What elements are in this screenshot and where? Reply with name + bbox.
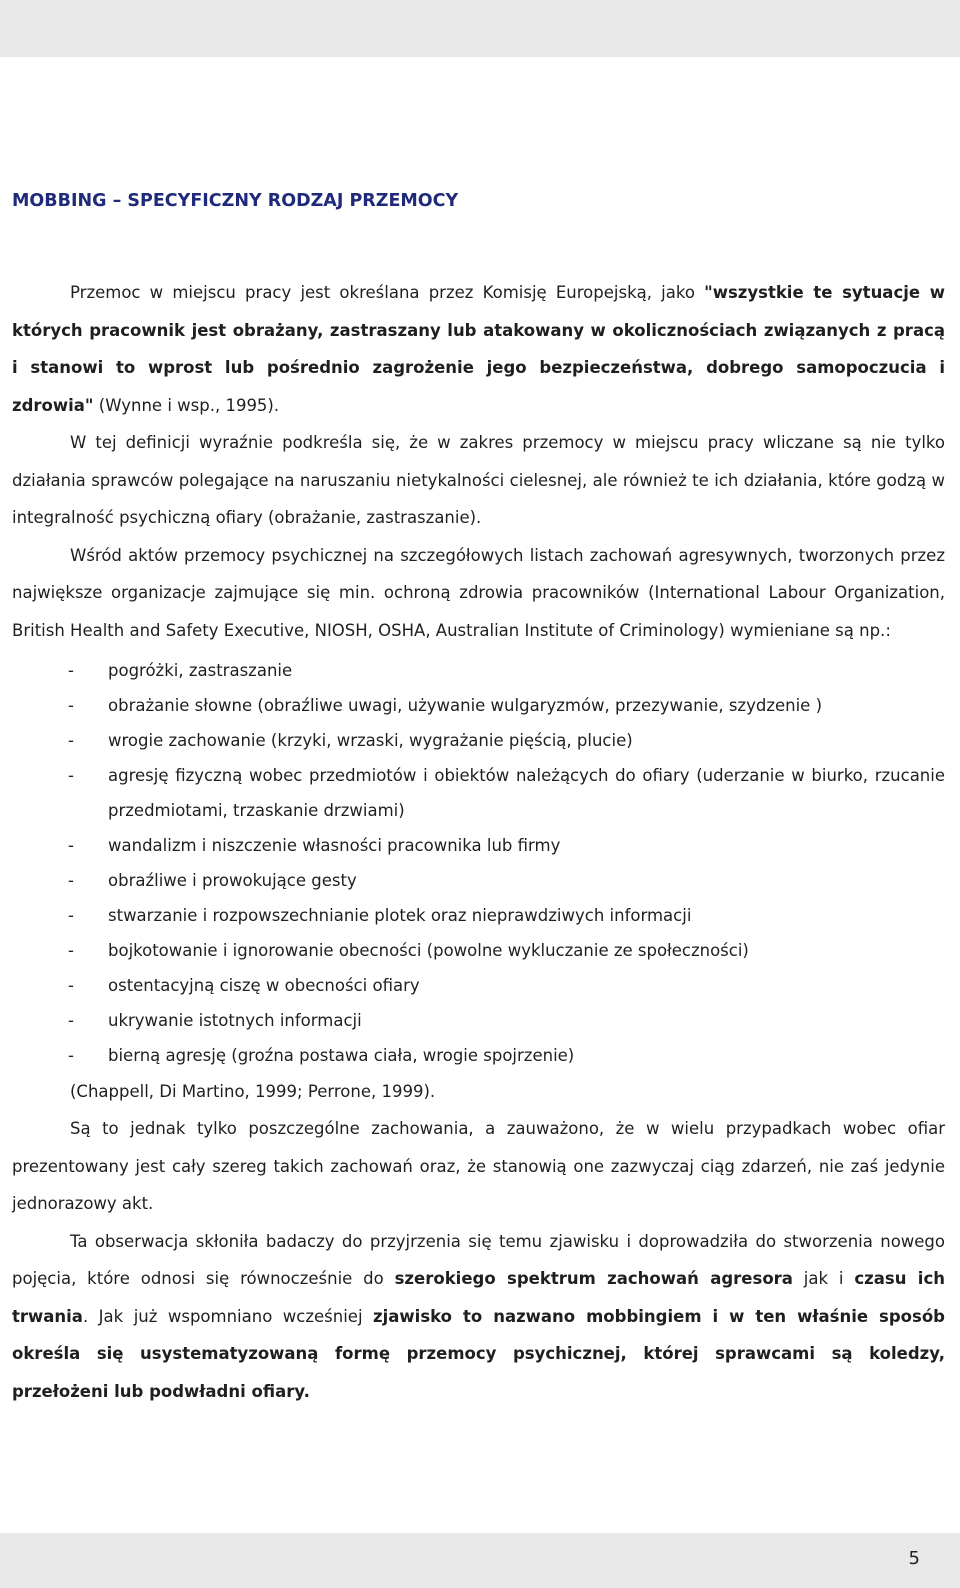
list-item: - ostentacyjną ciszę w obecności ofiary (68, 976, 420, 995)
list-item: - ukrywanie istotnych informacji (68, 1011, 362, 1030)
list-item: - bojkotowanie i ignorowanie obecności (powolne wykluczanie ze społeczności) (68, 941, 749, 960)
paragraph-explanation: W tej definicji wyraźnie podkreśla się, że w zakres przemocy w miejscu pracy wliczane są nie tylko działania sprawców polegające na naruszaniu nietykalności cielesnej, ale również te ich działania, które godzą w integralność psychiczną ofiary (obrażanie, zastraszanie). (12, 433, 945, 527)
page-number: 5 (908, 1548, 920, 1569)
paragraph-mobbing-definition: Ta obserwacja skłoniła badaczy do przyjrzenia się temu zjawisku i doprowadziła do stworzenia nowego pojęcia, które odnosi się równocześnie do szerokiego spektrum zachowań agresora jak i czasu ich trwania. Jak już wspomniano wcześniej zjawisko to nazwano mobbingiem i w ten właśnie sposób określa się usystematyzowaną formę przemocy psychicznej, której sprawcami są koledzy, przełożeni lub podwładni ofiary. (12, 1231, 945, 1401)
list-item: - wrogie zachowanie (krzyki, wrzaski, wygrażanie pięścią, plucie) (68, 731, 633, 750)
page-footer (0, 1533, 960, 1588)
list-item: - stwarzanie i rozpowszechnianie plotek oraz nieprawdziwych informacji (68, 906, 692, 925)
citation: (Chappell, Di Martino, 1999; Perrone, 1999). (70, 1082, 436, 1101)
paragraph-definition: Przemoc w miejscu pracy jest określana przez Komisję Europejską, jako "wszystkie te sytuacje w których pracownik jest obrażany, zastraszany lub atakowany w okolicznościach związanych z pracą i stanowi to wprost lub pośrednio zagrożenie jego bezpieczeństwa, dobrego samopoczucia i zdrowia" (Wynne i wsp., 1995). (12, 283, 945, 415)
list-item: - obraźliwe i prowokujące gesty (68, 871, 357, 890)
page-top-margin (0, 0, 960, 57)
definition-quote: "wszystkie te sytuacje w których pracownik jest obrażany, zastraszany lub atakowany w okolicznościach związanych z pracą i stanowi to wprost lub pośrednio zagrożenie jego bezpieczeństwa, dobrego samopoczucia i zdrowia" (12, 283, 945, 415)
list-item: - agresję fizyczną wobec przedmiotów i obiektów należących do ofiary (uderzanie w biurko, rzucanie przedmiotami, trzaskanie drzwiami) (68, 766, 945, 820)
paragraph-list-intro: Wśród aktów przemocy psychicznej na szczegółowych listach zachowań agresywnych, tworzonych przez największe organizacje zajmujące się min. ochroną zdrowia pracowników (International Labour Organization, British Health and Safety Executive, NIOSH, OSHA, Australian Institute of Criminology) wymieniane są np.: (12, 545, 945, 640)
list-item: - pogróżki, zastraszanie (68, 661, 293, 680)
list-item: - wandalizm i niszczenie własności pracownika lub firmy (68, 836, 561, 855)
paragraph-series: Są to jednak tylko poszczególne zachowania, a zauważono, że w wielu przypadkach wobec ofiar prezentowany jest cały szereg takich zachowań oraz, że stanowią one zazwyczaj ciąg zdarzeń, nie zaś jedynie jednorazowy akt. (12, 1119, 945, 1213)
document-body (12, 186, 945, 1410)
aggression-list (12, 653, 945, 1073)
list-item: - bierną agresję (groźna postawa ciała, wrogie spojrzenie) (68, 1046, 575, 1065)
section-title: MOBBING – SPECYFICZNY RODZAJ PRZEMOCY (12, 191, 459, 211)
list-item: - obrażanie słowne (obraźliwe uwagi, używanie wulgaryzmów, przezywanie, szydzenie ) (68, 696, 823, 715)
